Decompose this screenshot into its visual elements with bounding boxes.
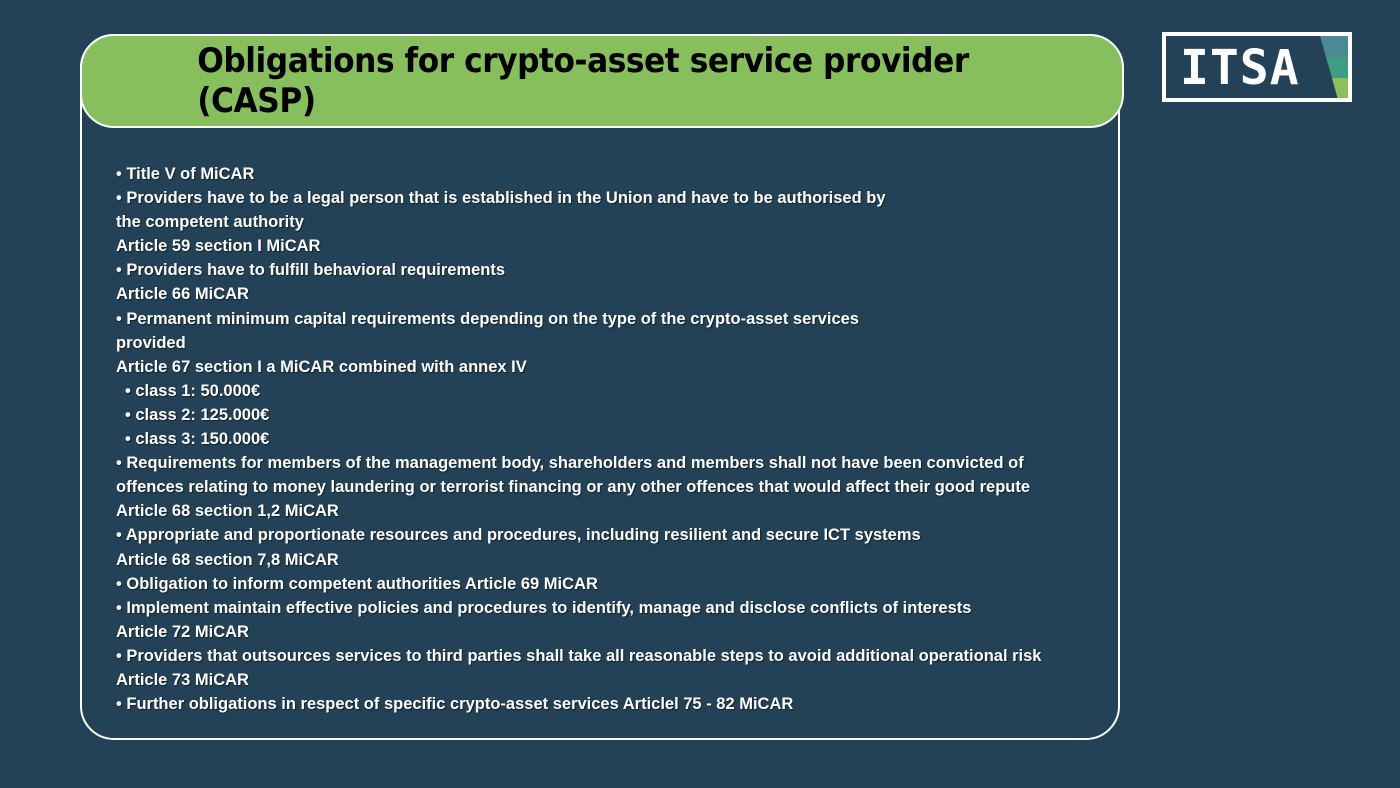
list-item-continuation: provided	[116, 333, 186, 352]
article-reference: Article 72 MiCAR	[116, 622, 249, 641]
article-reference: Article 66 MiCAR	[116, 285, 249, 304]
article-reference: Article 67 section I a MiCAR combined with annex IV	[116, 357, 527, 376]
article-reference: Article 68 section 1,2 MiCAR	[116, 502, 339, 521]
logo-text: ITSA	[1180, 40, 1300, 96]
list-item: • Obligation to inform competent authorities Article 69 MiCAR	[116, 574, 598, 593]
content-card	[80, 34, 1120, 740]
itsa-logo	[1162, 32, 1352, 102]
list-item: • Providers have to fulfill behavioral requirements	[116, 261, 506, 280]
list-item-continuation: the competent authority	[116, 213, 304, 232]
article-reference: Article 59 section I MiCAR	[116, 237, 321, 256]
title-banner	[80, 34, 1124, 128]
list-item: • Providers have to be a legal person that is established in the Union and have to be authorised by	[116, 189, 886, 208]
sub-list-item: • class 1: 50.000€	[125, 381, 261, 400]
list-item: • Permanent minimum capital requirements depending on the type of the crypto-asset services	[116, 309, 859, 328]
obligations-list	[116, 162, 1116, 716]
sub-list-item: • class 2: 125.000€	[125, 405, 270, 424]
list-item: • Appropriate and proportionate resources and procedures, including resilient and secure ICT systems	[116, 526, 921, 545]
sub-list-item: • class 3: 150.000€	[125, 430, 270, 449]
list-item: • Implement maintain effective policies and procedures to identify, manage and disclose conflicts of interests	[116, 598, 972, 617]
list-item: • Providers that outsources services to third parties shall take all reasonable steps to avoid additional operational risk	[116, 646, 1042, 665]
list-item-continuation: offences relating to money laundering or terrorist financing or any other offences that would affect their good repute	[116, 478, 1031, 497]
list-item: • Requirements for members of the management body, shareholders and members shall not have been convicted of	[116, 454, 1024, 473]
logo-stripe-icon	[1314, 36, 1348, 98]
list-item: • Further obligations in respect of specific crypto-asset services Articlel 75 - 82 MiCAR	[116, 695, 794, 714]
page-title: Obligations for crypto-asset service provider (CASP)	[197, 41, 969, 121]
list-item: • Title V of MiCAR	[116, 165, 255, 183]
article-reference: Article 73 MiCAR	[116, 670, 249, 689]
article-reference: Article 68 section 7,8 MiCAR	[116, 550, 339, 569]
